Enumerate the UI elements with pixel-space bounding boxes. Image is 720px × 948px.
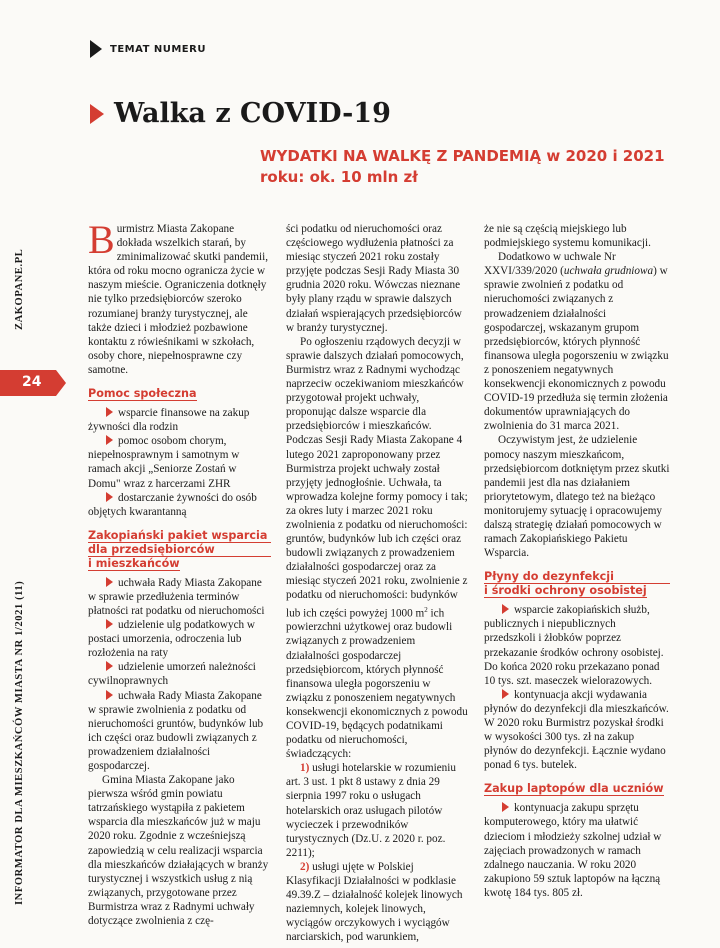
list-item: udzielenie umorzeń należności cywilnoprawnych	[88, 661, 256, 688]
bullet-arrow-icon	[106, 690, 113, 700]
intro-paragraph: Burmistrz Miasta Zakopane dokłada wszelkich starań, by zminimalizować skutki pandemii, która od roku mocno ogranicza życie w naszym mieście. Ograniczenia dotknęły nie tylko przedsiębiorców szeroko rozumianej branży turystycznej, ale także dzieci i młodzież pozbawione kontaktu z rówieśnikami w szkołach, osoby chore, niepełnosprawne czy samotne.	[88, 217, 268, 376]
column-1	[88, 217, 271, 928]
list-item: 2) usługi ujęte w Polskiej Klasyfikacji Działalności w podklasie 49.39.Z – działalność kolejek linowych naziemnych, kolejek linowych, wyciągów orczykowych i wyciągów narciarskich, pod warunkiem,	[286, 860, 463, 944]
list-item: kontynuacja akcji wydawania płynów do dezynfekcji dla mieszkańców. W 2020 roku Burmistrz pozyskał środki w wysokości 300 tys. zł na zakup płynów do dezynfekcji. Łącznie wydano ponad 6 tys. butelek.	[484, 688, 669, 772]
section-arrow-icon	[90, 40, 102, 58]
sidebar-site: ZAKOPANE.PL	[14, 248, 25, 330]
list-item: udzielenie ulg podatkowych w postaci umorzenia, odroczenia lub rozłożenia na raty	[88, 619, 256, 660]
article-subtitle: WYDATKI NA WALKĘ Z PANDEMIĄ w 2020 i 2021 roku: ok. 10 mln zł	[260, 147, 665, 186]
heading-disinfection: Płyny do dezynfekcji i środki ochrony osobistej	[484, 570, 670, 597]
column-2	[286, 222, 470, 945]
title-chevron-icon	[90, 104, 104, 124]
bullet-arrow-icon	[106, 619, 113, 629]
bullet-arrow-icon	[106, 407, 113, 417]
sidebar-publication: INFORMATOR DLA MIESZKAŃCÓW MIASTA NR 1/2021 (11)	[14, 580, 25, 905]
list-item: dostarczanie żywności do osób objętych kwarantanną	[88, 491, 257, 518]
list-item: pomoc osobom chorym, niepełnosprawnym i samotnym w ramach akcji „Seniorze Zostań w Domu" wraz z harcerzami ZHR	[88, 435, 240, 490]
list-item: uchwała Rady Miasta Zakopane w sprawie przedłużenia terminów płatności rat podatku od nieruchomości	[88, 576, 265, 617]
bullet-arrow-icon	[502, 604, 509, 614]
article-title-wrap	[90, 98, 391, 129]
heading-laptops: Zakup laptopów dla uczniów	[484, 782, 664, 796]
list-item: 1) usługi hotelarskie w rozumieniu art. 3 ust. 1 pkt 8 ustawy z dnia 29 sierpnia 1997 roku o usługach hotelarskich oraz usługach pilotów wycieczek i przewodników turystycznych (Dz.U. z 2020 r. poz. 2211);	[286, 762, 456, 859]
bullet-arrow-icon	[106, 577, 113, 587]
page-number: 24	[22, 374, 42, 390]
paragraph: ści podatku od nieruchomości oraz częściowego wydłużenia płatności za miesiąc styczeń 2021 roku zostały przyjęte podczas Sesji Rady Miasta 30 grudnia 2020 roku. Wówczas nieznane były plany rządu w sprawie dalszych działań wspierających przedsiębiorców w branży turystycznej.	[286, 223, 462, 334]
paragraph: że nie są częścią miejskiego lub podmiejskiego systemu komunikacji.	[484, 223, 651, 250]
bullet-arrow-icon	[106, 661, 113, 671]
paragraph: Oczywistym jest, że udzielenie pomocy naszym mieszkańcom, przedsiębiorcom dotkniętym przez skutki pandemii jest dla nas działaniem priorytetowym, dlatego też na bieżąco monitorujemy sytuację i opracowujemy dalszą strategię działań pomocowych w ramach Zakopiańskiego Pakietu Wsparcia.	[484, 434, 670, 560]
column-3	[484, 222, 670, 900]
article-title: Walka z COVID-19	[114, 98, 391, 129]
bullet-arrow-icon	[502, 689, 509, 699]
list-item: wsparcie zakopiańskich służb, publicznych i niepublicznych przedszkoli i żłobków poprzez przekazanie środków ochrony osobistej. Do końca 2020 roku przekazano ponad 10 tys. szt. maseczek wielorazowych.	[484, 604, 664, 687]
drop-cap: B	[88, 217, 115, 262]
heading-social-help: Pomoc społeczna	[88, 387, 197, 401]
list-item: uchwała Rady Miasta Zakopane w sprawie zwolnienia z podatku od nieruchomości gruntów, budynków lub ich części oraz budowli związanych z prowadzeniem działalności gospodarczej.	[88, 689, 264, 772]
section-tag	[90, 40, 206, 58]
paragraph: Gmina Miasta Zakopane jako pierwsza wśród gmin powiatu tatrzańskiego wystąpiła z pakietem wsparcia dla mieszkańców już w maju 2020 roku. Zgodnie z wcześniejszą zapowiedzią w celu realizacji wsparcia dla mieszkańców działających w branży turystycznej i wszystkich usług z nią związanych, przygotowane przez Burmistrza wraz z Radnymi uchwały dotyczące zwolnienia z czę-	[88, 774, 269, 928]
heading-support-package: Zakopiański pakiet wsparcia dla przedsiębiorców i mieszkańców	[88, 529, 271, 570]
page-number-badge	[0, 370, 56, 396]
list-item: kontynuacja zakupu sprzętu komputerowego, który ma ułatwić dzieciom i młodzieży szkolnej udział w zajęciach prowadzonych w ramach zdalnego nauczania. W roku 2020 zakupiono 59 sztuk laptopów na łączną kwotę 184 tys. 805 zł.	[484, 802, 662, 899]
bullet-arrow-icon	[106, 492, 113, 502]
list-item: wsparcie finansowe na zakup żywności dla rodzin	[88, 407, 250, 434]
bullet-arrow-icon	[106, 435, 113, 445]
paragraph: Dodatkowo w uchwale Nr XXVI/339/2020 (uchwała grudniowa) w sprawie zwolnień z podatku od nieruchomości związanych z prowadzeniem działalności gospodarczej, wskazanym grupom przedsiębiorców, których płynność finansowa uległa pogorszeniu w związku z ponoszeniem negatywnych konsekwencji ekonomicznych z powodu COVID-19 przedłuża się termin złożenia dokumentów uprawniających do zwolnienia do 31 marca 2021.	[484, 251, 669, 433]
section-label: TEMAT NUMERU	[110, 43, 206, 55]
bullet-arrow-icon	[502, 802, 509, 812]
paragraph: Po ogłoszeniu rządowych decyzji w sprawie dalszych działań pomocowych, Burmistrz wraz z Radnymi wychodząc naprzeciw oczekiwaniom mieszkańców przygotował projekt uchwały, proponując dalsze wsparcie dla przedsiębiorców i mieszkańców. Podczas Sesji Rady Miasta Zakopane 4 lutego 2021 zaproponowany przez Burmistrza projekt uchwały został przyjęty jednogłośnie. Uchwała, ta wprowadza kolejne formy pomocy i tak; za okres luty i marzec 2021 roku zwolnienia z podatku od nieruchomości: gruntów, budynków lub ich części oraz budowli związanych z prowadzeniem działalności gospodarczej oraz za miesiąc styczeń 2021 roku, zwolnienie z podatku od nieruchomości: budynków lub ich części powyżej 1000 $m^2$ ich powierzchni użytkowej oraz budowli związanych z prowadzeniem działalności gospodarczej przedsiębiorcom, których płynność finansowa uległa pogorszeniu w związku z ponoszeniem negatywnych konsekwencji ekonomicznych z powodu COVID-19, będących podatnikami podatku od nieruchomości, świadczących:	[286, 335, 468, 761]
